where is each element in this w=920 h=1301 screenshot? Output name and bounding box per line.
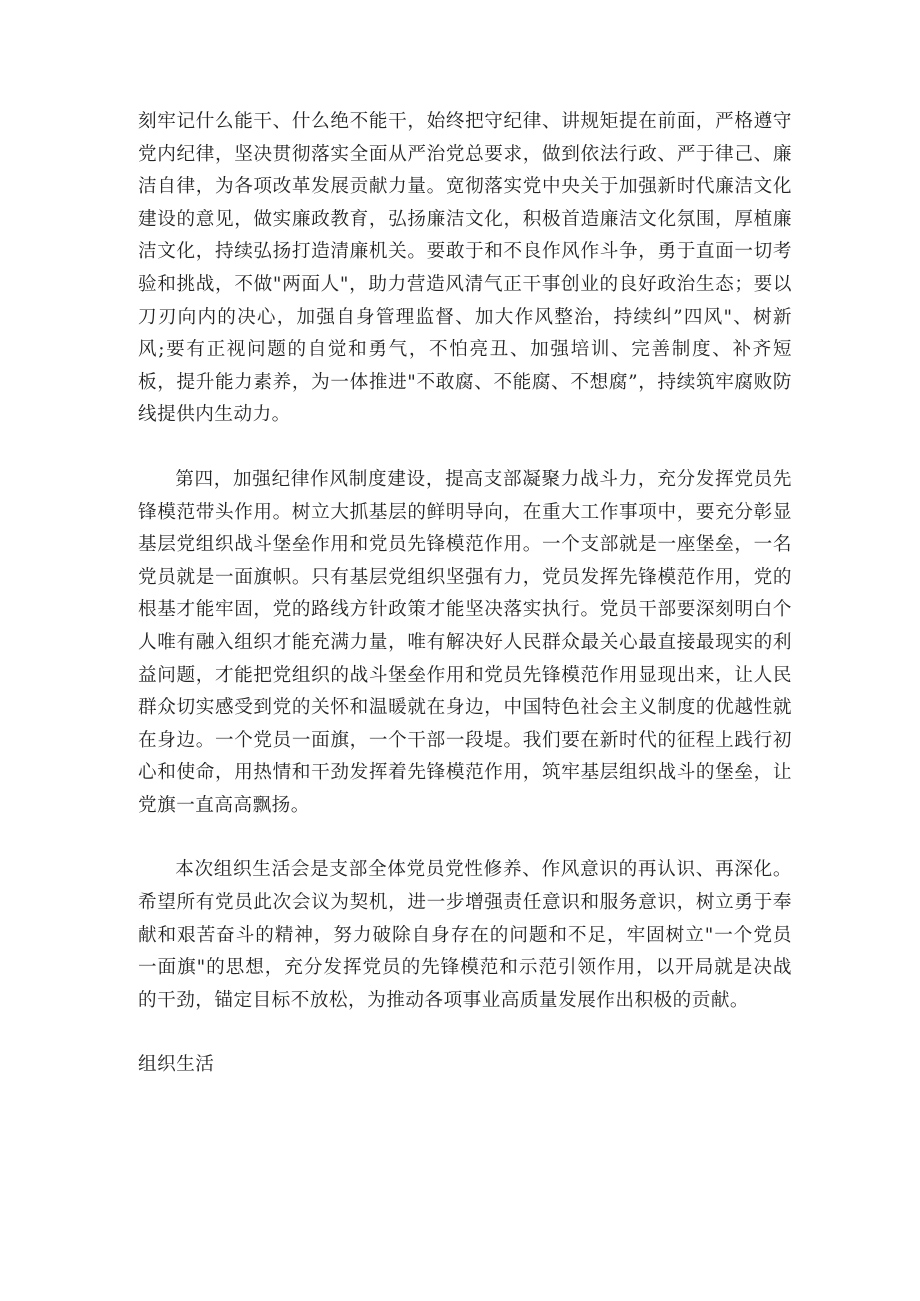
paragraph-meeting-summary: 本次组织生活会是支部全体党员党性修养、作风意识的再认识、再深化。希望所有党员此次会议为契机，进一步增强责任意识和服务意识，树立勇于奉献和艰苦奋斗的精神，努力破除自身存在的问题和不足，牢固树立"一个党员一面旗"的思想，充分发挥党员的先锋模范和示范引领作用，以开局就是决战的干劲，锚定目标不放松，为推动各项事业高质量发展作出积极的贡献。 <box>138 859 792 1011</box>
paragraph-footer-tag: 组织生活 <box>138 1054 215 1076</box>
paragraph-fourth-point: 第四，加强纪律作风制度建设，提高支部凝聚力战斗力，充分发挥党员先锋模范带头作用。树立大抓基层的鲜明导向，在重大工作事项中，要充分彰显基层党组织战斗堡垒作用和党员先锋模范作用。一个支部就是一座堡垒，一名党员就是一面旗帜。只有基层党组织坚强有力，党员发挥先锋模范作用，党的根基才能牢固，党的路线方针政策才能坚决落实执行。党员干部要深刻明白个人唯有融入组织才能充满力量，唯有解决好人民群众最关心最直接最现实的利益问题，才能把党组织的战斗堡垒作用和党员先锋模范作用显现出来，让人民群众切实感受到党的关怀和温暖就在身边，中国特色社会主义制度的优越性就在身边。一个党员一面旗，一个干部一段堤。我们要在新时代的征程上践行初心和使命，用热情和干劲发挥着先锋模范作用，筑牢基层组织战斗的堡垒，让党旗一直高高飘扬。 <box>138 468 792 816</box>
paragraph-discipline-continuation: 刻牢记什么能干、什么绝不能干，始终把守纪律、讲规矩提在前面，严格遵守党内纪律，坚决贯彻落实全面从严治党总要求，做到依法行政、严于律己、廉洁自律，为各项改革发展贡献力量。宽彻落实党中央关于加强新时代廉洁文化建设的意见，做实廉政教育，弘扬廉洁文化，积极首造廉洁文化氛围，厚植廉洁文化，持续弘扬打造清廉机关。要敢于和不良作风作斗争，勇于直面一切考验和挑战，不做"两面人"，助力营造风清气正干事创业的良好政治生态；要以刀刃向内的决心，加强自身管理监督、加大作风整治，持续纠”四风"、树新风;要有正视问题的自觉和勇气，不怕亮丑、加强培训、完善制度、补齐短板，提升能力素养，为一体推进"不敢腐、不能腐、不想腐”，持续筑牢腐败防线提供内生动力。 <box>138 111 792 426</box>
document-body <box>138 106 792 1082</box>
